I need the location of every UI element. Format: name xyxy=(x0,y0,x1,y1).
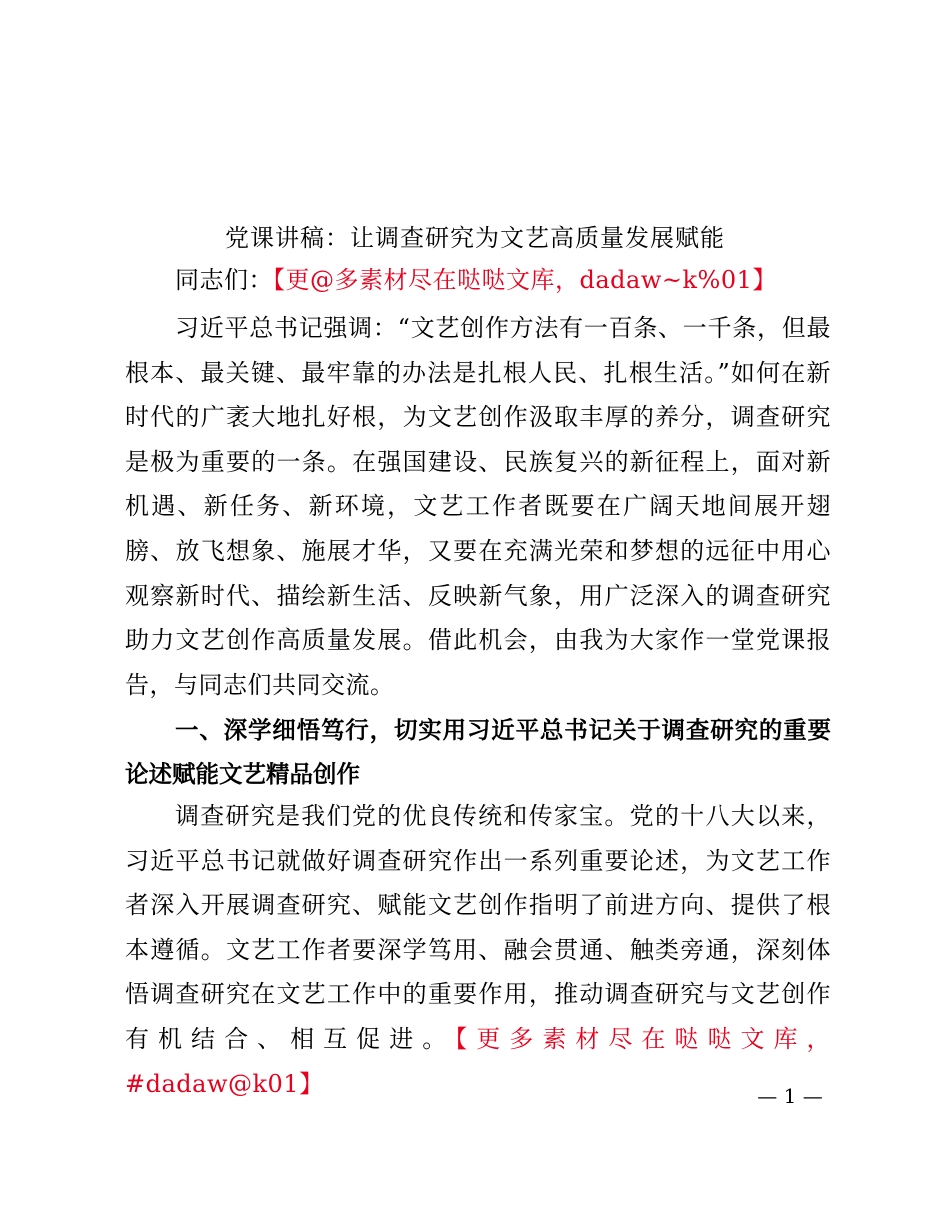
paragraph-section-1-note: 【更多素材尽在哒哒文库，#dadaw@k01】 xyxy=(125,1024,832,1098)
section-heading-1: 一、深学细悟笃行，切实用习近平总书记关于调查研究的重要论述赋能文艺精品创作 xyxy=(125,716,831,788)
salutation: 同志们： xyxy=(175,266,273,294)
salutation-line xyxy=(125,258,831,303)
salutation-note: 【更@多素材尽在哒哒文库，dadaw~k%01】 xyxy=(273,266,777,294)
document-title: 党课讲稿：让调查研究为文艺高质量发展赋能 xyxy=(225,224,725,252)
paragraph-intro: 习近平总书记强调：“文艺创作方法有一百条、一千条，但最根本、最关键、最牢靠的办法是扎根人民、扎根生活。”如何在新时代的广袤大地扎好根，为文艺创作汲取丰厚的养分，调查研究是极为重要的一条。在强国建设、民族复兴的新征程上，面对新机遇、新任务、新环境，文艺工作者既要在广阔天地间展开翅膀、放飞想象、施展才华，又要在充满光荣和梦想的远征中用心观察新时代、描绘新生活、反映新气象，用广泛深入的调查研究助力文艺创作高质量发展。借此机会，由我为大家作一堂党课报告，与同志们共同交流。 xyxy=(125,314,831,699)
page-number: — 1 — xyxy=(757,1084,823,1108)
paragraph-section-1-text: 调查研究是我们党的优良传统和传家宝。党的十八大以来，习近平总书记就做好调查研究作出一系列重要论述，为文艺工作者深入开展调查研究、赋能文艺创作指明了前进方向、提供了根本遵循。文艺工作者要深学笃用、融会贯通、触类旁通，深刻体悟调查研究在文艺工作中的重要作用，推动调查研究与文艺创作有机结合、相互促进。 xyxy=(125,802,831,1053)
paragraph-section-1 xyxy=(125,794,831,1106)
